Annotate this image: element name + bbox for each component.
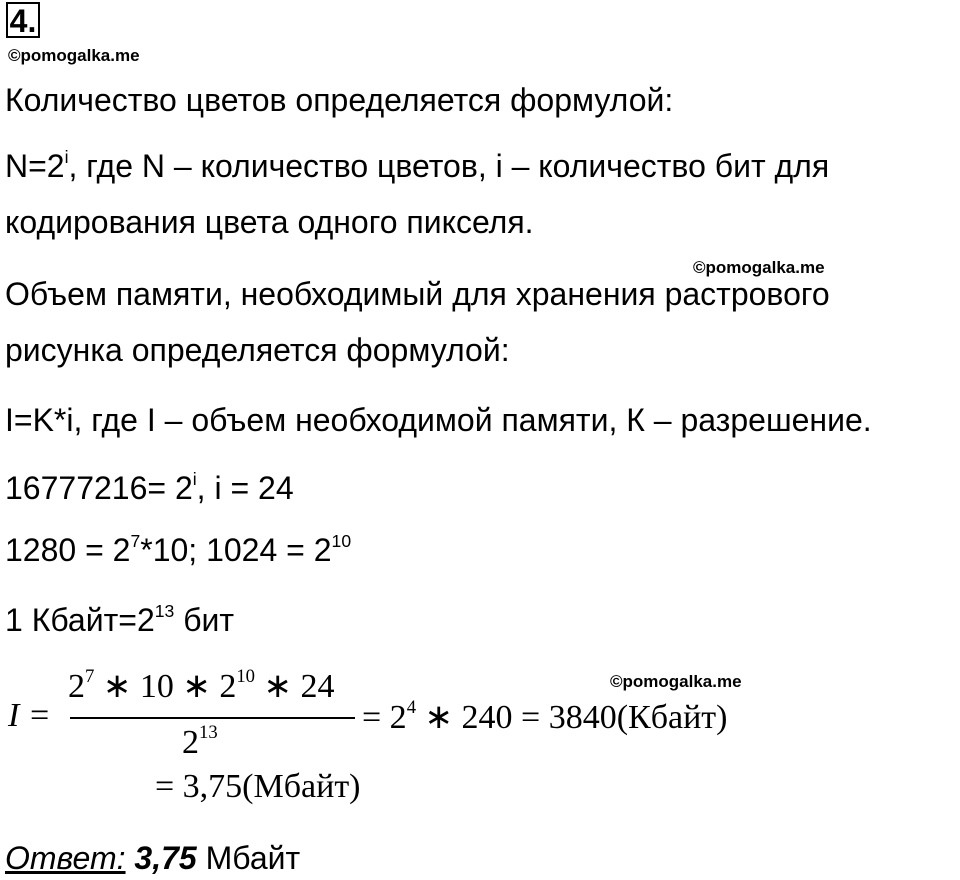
answer-value: 3,75 <box>134 840 197 876</box>
watermark-formula: ©pomogalka.me <box>610 672 742 691</box>
num-exp-10: 10 <box>236 665 256 687</box>
text-line-8-b: *10; 1024 = 2 <box>140 532 332 568</box>
formula-line-2: = 3,75(Мбайт) <box>155 768 361 805</box>
text-line-9-a: 1 Кбайт=2 <box>5 602 155 638</box>
text-line-8 <box>5 530 351 570</box>
num-end: ∗ 24 <box>255 668 335 705</box>
text-line-4: Объем памяти, необходимый для хранения растрового <box>5 276 830 312</box>
rhs-exp-4: 4 <box>406 696 417 718</box>
text-line-2 <box>5 146 829 186</box>
num-exp-7: 7 <box>85 665 95 687</box>
den-exp-13: 13 <box>199 721 218 743</box>
formula-lhs: I = <box>8 697 51 734</box>
text-line-9-b: бит <box>174 602 235 638</box>
watermark-top: ©pomogalka.me <box>8 46 140 65</box>
exponent-i: i <box>64 146 69 167</box>
answer-label: Ответ: <box>5 840 126 876</box>
text-line-3: кодирования цвета одного пикселя. <box>5 204 534 240</box>
rhs-b: ∗ 240 = 3840(Кбайт) <box>416 699 728 736</box>
text-line-7-a: 16777216= 2 <box>5 470 193 506</box>
text-line-7-b: , i = 24 <box>196 470 294 506</box>
formula-denominator <box>182 721 218 762</box>
text-line-2-rest: , где N – количество цветов, i – количество бит для <box>68 148 830 184</box>
text-line-1: Количество цветов определяется формулой: <box>5 82 674 118</box>
num-base-1: 2 <box>68 668 85 705</box>
text-line-6: I=K*i, где I – объем необходимой памяти, К – разрешение. <box>5 402 872 438</box>
text-line-5: рисунка определяется формулой: <box>5 332 510 368</box>
formula-n: N=2 <box>5 148 65 184</box>
den-base: 2 <box>182 724 199 761</box>
text-line-9 <box>5 600 234 640</box>
answer-line <box>5 838 300 878</box>
exponent-i-2: i <box>192 468 197 489</box>
formula-rhs <box>362 697 727 737</box>
exponent-13: 13 <box>154 600 175 621</box>
text-line-7 <box>5 468 294 508</box>
watermark-middle: ©pomogalka.me <box>693 258 825 277</box>
fraction-bar <box>70 717 355 719</box>
task-number: 4. <box>6 2 40 38</box>
exponent-10: 10 <box>331 530 352 551</box>
rhs-a: = 2 <box>362 699 407 736</box>
num-middle: ∗ 10 ∗ 2 <box>94 668 237 705</box>
formula-numerator <box>68 666 335 706</box>
answer-unit: Мбайт <box>196 840 301 876</box>
exponent-7: 7 <box>130 530 141 551</box>
text-line-8-a: 1280 = 2 <box>5 532 131 568</box>
